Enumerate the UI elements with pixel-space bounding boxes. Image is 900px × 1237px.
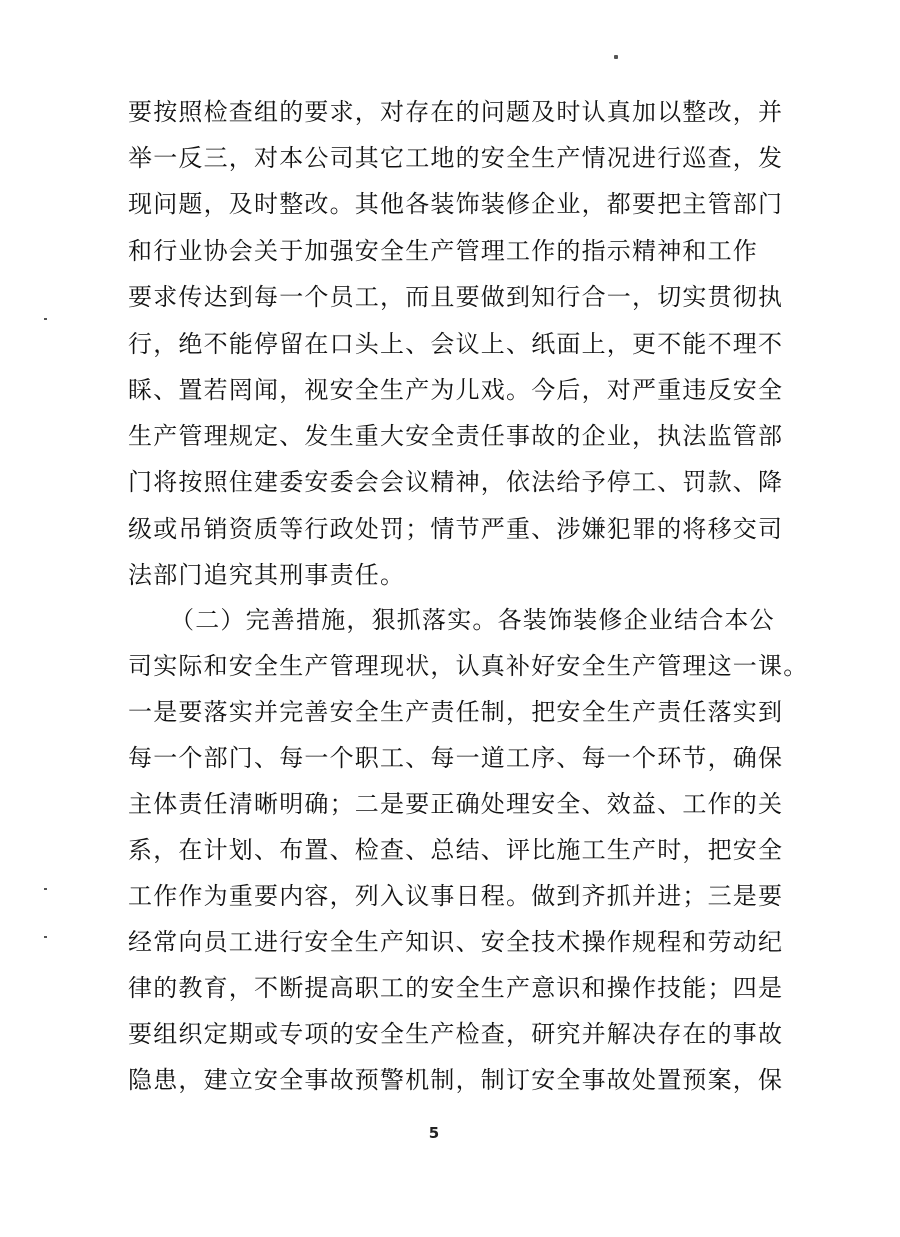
- body-text-line: 生产管理规定、发生重大安全责任事故的企业，执法监管部: [128, 422, 784, 450]
- body-text-line: 主体责任清晰明确；二是要正确处理安全、效益、工作的关: [128, 790, 784, 818]
- body-text-line: 一是要落实并完善安全生产责任制，把安全生产责任落实到: [128, 698, 784, 726]
- section-heading-line: （二）完善措施，狠抓落实。各装饰装修企业结合本公: [170, 606, 775, 634]
- scan-speck: [44, 318, 47, 320]
- scan-speck: [44, 888, 47, 890]
- scan-speck: [614, 55, 618, 59]
- body-text-line: 要求传达到每一个员工，而且要做到知行合一，切实贯彻执: [128, 283, 784, 311]
- body-text-line: 行，绝不能停留在口头上、会议上、纸面上，更不能不理不: [128, 330, 784, 358]
- body-text-line: 门将按照住建委安委会会议精神，依法给予停工、罚款、降: [128, 468, 784, 496]
- body-text-line: 律的教育，不断提高职工的安全生产意识和操作技能；四是: [128, 974, 784, 1002]
- body-text-line: 系，在计划、布置、检查、总结、评比施工生产时，把安全: [128, 836, 784, 864]
- body-text-line: 举一反三，对本公司其它工地的安全生产情况进行巡查，发: [128, 144, 784, 172]
- body-text-line: 要组织定期或专项的安全生产检查，研究并解决存在的事故: [128, 1020, 784, 1048]
- body-text-line: 和行业协会关于加强安全生产管理工作的指示精神和工作: [128, 237, 758, 265]
- page-number: 5: [428, 1124, 440, 1142]
- body-text-line: 每一个部门、每一个职工、每一道工序、每一个环节，确保: [128, 744, 784, 772]
- body-text-line: 现问题，及时整改。其他各装饰装修企业，都要把主管部门: [128, 190, 784, 218]
- body-text-line: 睬、置若罔闻，视安全生产为儿戏。今后，对严重违反安全: [128, 376, 784, 404]
- body-text-line: 法部门追究其刑事责任。: [128, 561, 406, 589]
- body-text-line: 要按照检查组的要求，对存在的问题及时认真加以整改，并: [128, 98, 784, 126]
- body-text-line: 级或吊销资质等行政处罚；情节严重、涉嫌犯罪的将移交司: [128, 515, 784, 543]
- scan-speck: [44, 936, 47, 938]
- body-text-line: 司实际和安全生产管理现状，认真补好安全生产管理这一课。: [128, 652, 809, 680]
- body-text-line: 经常向员工进行安全生产知识、安全技术操作规程和劳动纪: [128, 928, 784, 956]
- body-text-line: 工作作为重要内容，列入议事日程。做到齐抓并进；三是要: [128, 882, 784, 910]
- body-text-line: 隐患，建立安全事故预警机制，制订安全事故处置预案，保: [128, 1066, 784, 1094]
